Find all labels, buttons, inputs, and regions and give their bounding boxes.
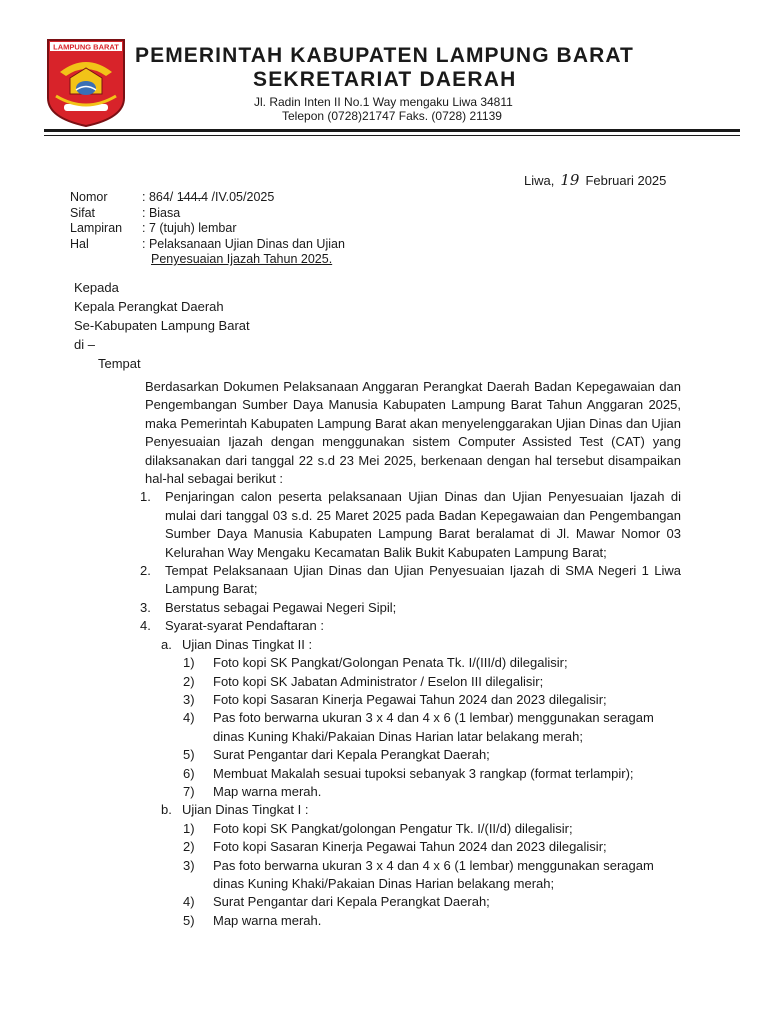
sub-number: 5) <box>183 747 195 763</box>
letter-body <box>140 378 681 930</box>
meta-label: Nomor <box>70 190 108 204</box>
sub-list-item <box>145 673 681 691</box>
sub-list-item <box>145 838 681 856</box>
sub-text: Pas foto berwarna ukuran 3 x 4 dan 4 x 6 (1 lembar) menggunakan seragam dinas Kuning Khaki/Pakaian Dinas Harian latar belakang merah; <box>213 710 654 744</box>
sub-number: 4) <box>183 894 195 910</box>
letterhead-address: Jl. Radin Inten II No.1 Way mengaku Liwa 34811 <box>254 95 513 109</box>
meta-label: Hal <box>70 236 89 251</box>
sub-list-item <box>145 783 681 801</box>
date-place: Liwa, <box>524 173 555 188</box>
sub-number: 6) <box>183 765 195 781</box>
sub-list-item <box>145 691 681 709</box>
list-item <box>140 617 681 635</box>
letterhead-rule-thick <box>44 129 740 132</box>
list-text: Syarat-syarat Pendaftaran : <box>165 618 324 634</box>
meta-value-underlined: Penyesuaian Ijazah Tahun 2025. <box>151 252 333 266</box>
list-number: 2. <box>140 563 151 579</box>
sub-number: 1) <box>183 820 195 836</box>
sub-list-item <box>145 820 681 838</box>
sub-number: 7) <box>183 783 195 799</box>
list-item <box>140 562 681 599</box>
sub-number: 5) <box>183 912 195 928</box>
sub-number: 3) <box>183 691 195 707</box>
list-text: Tempat Pelaksanaan Ujian Dinas dan Ujian Penyesuaian Ijazah di SMA Negeri 1 Liwa Lampung Barat; <box>165 563 681 597</box>
sub-text: Foto kopi SK Jabatan Administrator / Eselon III dilegalisir; <box>213 673 544 689</box>
sub-list-item <box>145 912 681 930</box>
section-heading <box>145 801 681 819</box>
regency-logo <box>46 38 126 128</box>
list-number: 3. <box>140 599 151 615</box>
sub-text: Map warna merah. <box>213 912 322 928</box>
sub-list-item <box>145 654 681 672</box>
sub-number: 2) <box>183 839 195 855</box>
sub-text: Foto kopi SK Pangkat/Golongan Penata Tk. I/(III/d) dilegalisir; <box>213 655 568 671</box>
section-title: Ujian Dinas Tingkat I : <box>182 802 309 818</box>
logo-text: LAMPUNG BARAT <box>53 42 119 52</box>
sub-number: 3) <box>183 857 195 873</box>
recipient-line: Tempat <box>98 356 141 371</box>
list-item <box>140 488 681 562</box>
recipient-line: di – <box>74 337 95 352</box>
sub-text: Surat Pengantar dari Kepala Perangkat Daerah; <box>213 747 490 763</box>
recipient-line: Se-Kabupaten Lampung Barat <box>74 318 250 333</box>
recipient-block <box>74 278 250 373</box>
list-number: 4. <box>140 618 151 634</box>
meta-label: Lampiran <box>70 221 123 235</box>
sub-text: Membuat Makalah sesuai tupoksi sebanyak 3 rangkap (format terlampir); <box>213 765 634 781</box>
meta-value: : 864/ 1̶4̶4̶.̶4 /IV.05/2025 <box>142 190 275 204</box>
meta-value: : Biasa <box>142 205 181 220</box>
date-month-year: Februari 2025 <box>585 173 667 188</box>
section-title: Ujian Dinas Tingkat II : <box>182 636 313 652</box>
list-text: Penjaringan calon peserta pelaksanaan Ujian Dinas dan Ujian Penyesuaian Ijazah di mulai dari tanggal 03 s.d. 25 Maret 2025 pada Badan Kepegawaian dan Pengembangan Sumber Daya Manusia Kabupaten Lampung Barat beralamat di Jl. Mawar Nomor 03 Kelurahan Way Mengaku Kecamatan Balik Bukit Kabupaten Lampung Barat; <box>165 489 681 560</box>
sub-number: 1) <box>183 655 195 671</box>
recipient-line: Kepala Perangkat Daerah <box>74 299 224 314</box>
sub-number: 4) <box>183 710 195 726</box>
sub-text: Surat Pengantar dari Kepala Perangkat Daerah; <box>213 894 490 910</box>
meta-label: Sifat <box>70 205 96 220</box>
letterhead-line2: SEKRETARIAT DAERAH <box>253 68 517 91</box>
letter-date <box>524 171 666 189</box>
sub-text: Pas foto berwarna ukuran 3 x 4 dan 4 x 6 (1 lembar) menggunakan seragam dinas Kuning Khaki/Pakaian Dinas Harian belakang merah; <box>213 857 654 891</box>
meta-value: : Pelaksanaan Ujian Dinas dan Ujian <box>142 236 345 251</box>
list-text: Berstatus sebagai Pegawai Negeri Sipil; <box>165 599 397 615</box>
section-letter: a. <box>161 636 172 652</box>
sub-list-item <box>145 765 681 783</box>
recipient-line: Kepada <box>74 280 119 295</box>
date-day: 19 <box>560 171 580 189</box>
sub-text: Foto kopi SK Pangkat/golongan Pengatur Tk. I/(II/d) dilegalisir; <box>213 820 573 836</box>
letterhead-line1: PEMERINTAH KABUPATEN LAMPUNG BARAT <box>135 44 634 67</box>
list-number: 1. <box>140 489 151 505</box>
section-letter: b. <box>161 802 172 818</box>
sub-text: Foto kopi Sasaran Kinerja Pegawai Tahun 2024 dan 2023 dilegalisir; <box>213 839 607 855</box>
sub-number: 2) <box>183 673 195 689</box>
meta-value: : 7 (tujuh) lembar <box>142 221 237 235</box>
sub-text: Map warna merah. <box>213 783 322 799</box>
section-heading <box>145 636 681 654</box>
sub-list-item <box>145 857 681 894</box>
sub-list-item <box>145 893 681 911</box>
letterhead-phone: Telepon (0728)21747 Faks. (0728) 21139 <box>282 109 502 123</box>
intro-paragraph: Berdasarkan Dokumen Pelaksanaan Anggaran Perangkat Daerah Badan Kepegawaian dan Pengembangan Sumber Daya Manusia Kabupaten Lampung Barat Tahun Anggaran 2025, maka Pemerintah Kabupaten Lampung Barat akan menyelenggarakan Ujian Dinas dan Ujian Penyesuaian Ijazah dengan menggunakan sistem Computer Assisted Test (CAT) yang dilaksanakan dari tanggal 22 s.d 23 Mei 2025, berkenaan dengan hal tersebut disampaikan hal-hal sebagai berikut : <box>145 379 681 487</box>
letterhead-rule-thin <box>44 135 740 136</box>
sub-list-item <box>145 709 681 746</box>
list-item <box>140 599 681 617</box>
sub-list-item <box>145 746 681 764</box>
sub-text: Foto kopi Sasaran Kinerja Pegawai Tahun 2024 dan 2023 dilegalisir; <box>213 691 607 707</box>
